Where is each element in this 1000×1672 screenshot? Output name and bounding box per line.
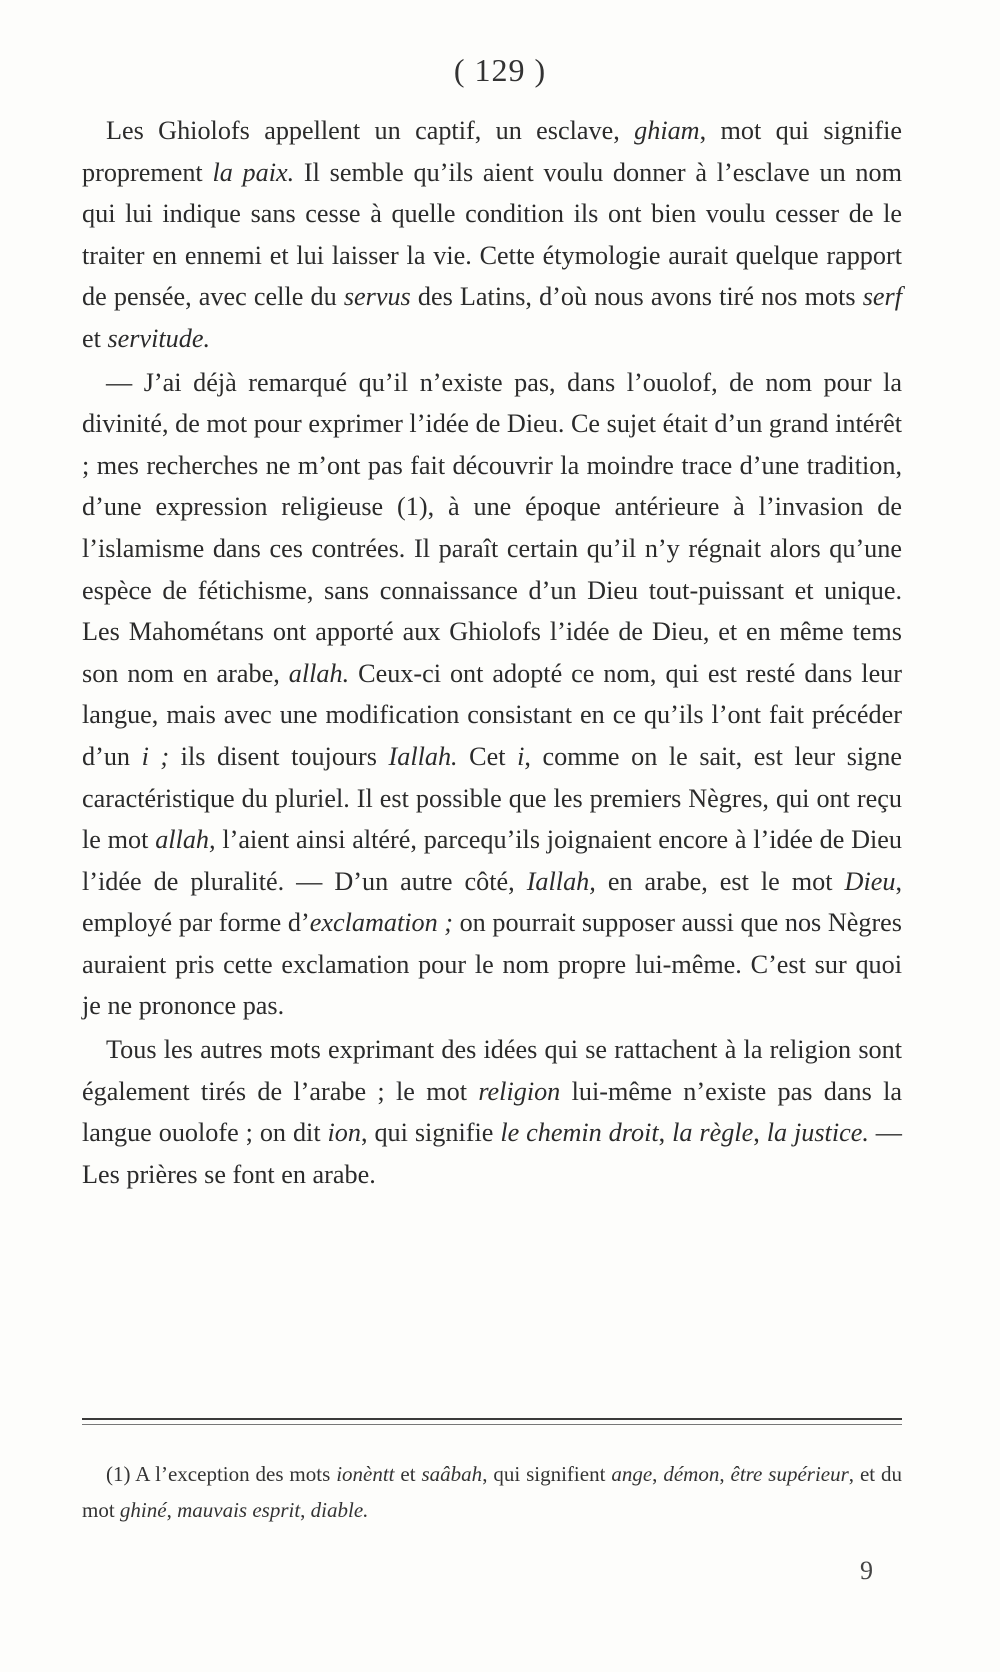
footnote-1 xyxy=(82,1456,902,1528)
text-run: , et du mot xyxy=(82,1462,903,1522)
italic-text: la justice. xyxy=(766,1118,869,1148)
italic-text: mauvais esprit xyxy=(177,1498,301,1522)
text-run: Les Ghiolofs appellent un captif, un esclave, xyxy=(106,116,635,145)
text-run: ils disent toujours xyxy=(169,741,389,771)
text-run: en arabe, est le mot xyxy=(595,866,845,896)
italic-text: diable. xyxy=(310,1498,369,1522)
main-text xyxy=(82,110,902,1195)
italic-text: serf xyxy=(862,282,902,312)
italic-text: Dieu xyxy=(844,866,896,896)
text-run: , xyxy=(719,1462,731,1486)
italic-text: ghiam xyxy=(634,116,700,145)
paragraph-3 xyxy=(82,1029,902,1195)
text-run: Tous les autres mots exprimant des idées qui se rattachent à la religion sont également tirés de l’arabe ; le mot xyxy=(82,1035,902,1106)
italic-text: ange xyxy=(611,1462,653,1486)
italic-text: ionèntt xyxy=(336,1462,395,1486)
italic-text: allah. xyxy=(288,658,350,688)
footnote-divider-thin xyxy=(82,1424,902,1425)
text-run: et xyxy=(394,1462,422,1486)
italic-text: i xyxy=(517,741,525,771)
text-run: , comme on le sait, est leur signe caractéristique du pluriel. Il est possible que les premiers Nègres, qui ont reçu le mot xyxy=(82,741,902,855)
text-run: , xyxy=(652,1462,664,1486)
italic-text: la règle xyxy=(672,1118,754,1148)
text-run: , mot qui signifie proprement xyxy=(82,116,902,187)
text-run: , xyxy=(166,1498,178,1522)
text-run: Ceux-ci ont adopté ce nom, qui est resté dans leur langue, mais avec une modification consistant en ce qu’ils l’ont fait précéder d’un xyxy=(82,658,903,771)
text-run: — Les prières se font en arabe. xyxy=(82,1118,902,1189)
text-run: des Latins, d’où nous avons tiré nos mots xyxy=(410,282,863,312)
text-run: — J’ai déjà remarqué qu’il n’existe pas, dans l’ouolof, de nom pour la divinité, de mot pour exprimer l’idée de Dieu. Ce sujet était d’un grand intérêt ; mes recherches ne m’ont pas fait découvrir la moindre trace d’une tradition, d’une expression religieuse (1), à une époque antérieure à l’invasion de l’islamisme dans ces contrées. Il paraît certain qu’il n’y régnait alors qu’une espèce de fétichisme, sans connaissance d’un Dieu tout-puissant et unique. Les Mahométans ont apporté aux Ghiolofs l’idée de Dieu, et en même tems son nom en arabe, xyxy=(82,367,902,688)
page-number-header: ( 129 ) xyxy=(453,52,547,88)
italic-text: le chemin droit xyxy=(500,1118,659,1148)
italic-text: servitude. xyxy=(107,323,210,353)
paragraph-1 xyxy=(82,110,902,360)
text-run: , qui signifie xyxy=(360,1118,501,1148)
italic-text: Iallah. xyxy=(388,741,458,771)
italic-text: être supérieur xyxy=(730,1462,849,1486)
italic-text: démon xyxy=(663,1462,720,1486)
text-run: , xyxy=(300,1498,311,1522)
italic-text: ghiné xyxy=(119,1498,167,1522)
text-run: l’aient ainsi altéré, parcequ’ils joignaient encore à l’idée de Dieu l’idée de pluralité. — D’un autre côté, xyxy=(82,825,903,896)
text-run: et xyxy=(82,323,108,353)
signature-mark: 9 xyxy=(860,1556,873,1585)
text-run: on pourrait supposer aussi que nos Nègres auraient pris cette exclamation pour le nom propre lui-même. C’est sur quoi je ne prononce pas. xyxy=(82,908,902,1021)
italic-text: i ; xyxy=(141,741,170,771)
italic-text: allah, xyxy=(155,825,216,855)
text-run: (1) A l’exception des mots xyxy=(106,1462,337,1486)
text-run: , qui signifient xyxy=(482,1462,612,1486)
italic-text: exclamation ; xyxy=(309,908,453,938)
italic-text: saâbah xyxy=(421,1462,483,1486)
italic-text: ion xyxy=(327,1118,361,1148)
italic-text: Iallah, xyxy=(526,866,596,896)
text-run: , xyxy=(753,1118,767,1148)
footnote xyxy=(82,1456,902,1528)
text-run: , xyxy=(658,1118,673,1148)
text-run: Il semble qu’ils aient voulu donner à l’esclave un nom qui lui indique sans cesse à quelle condition ils ont bien voulu cesser de le traiter en ennemi et lui laisser la vie. Cette étymologie aurait quelque rapport de pensée, avec celle du xyxy=(82,157,902,312)
footnote-divider xyxy=(82,1418,902,1420)
italic-text: la paix. xyxy=(212,157,295,187)
paragraph-2 xyxy=(82,362,902,1028)
italic-text: religion xyxy=(478,1076,561,1106)
text-run: Cet xyxy=(457,741,518,771)
text-run: lui-même n’existe pas dans la langue ouolofe ; on dit xyxy=(82,1076,902,1148)
text-run: , employé par forme d’ xyxy=(82,866,902,938)
italic-text: servus xyxy=(343,282,411,312)
